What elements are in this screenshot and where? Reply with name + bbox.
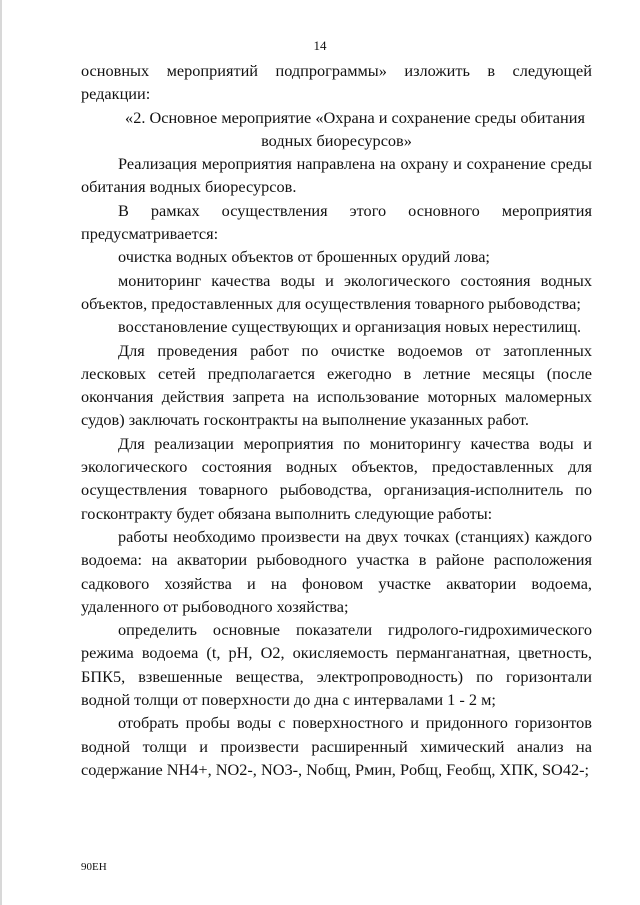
- paragraph: мониторинг качества воды и экологического состояния водных объектов, предоставленных для осуществления товарного рыбоводства;: [81, 270, 592, 313]
- paragraph: очистка водных объектов от брошенных орудий лова;: [118, 247, 490, 267]
- paragraph: Для проведения работ по очистке водоемов от затопленных лесковых сетей предполагается ежегодно в летние месяцы (после окончания действия запрета на использование моторных маломерных судов) заключать госконтракты на выполнение указанных работ.: [81, 340, 592, 430]
- paragraph: восстановление существующих и организация новых нерестилищ.: [118, 317, 582, 337]
- paragraph: В рамках осуществления этого основного мероприятия предусматривается:: [81, 200, 592, 244]
- paragraph: Для реализации мероприятия по мониторингу качества воды и экологического состояния водных объектов, предоставленных для осуществления товарного рыбоводства, организация-исполнитель по госконтракту будет обязана выполнить следующие работы:: [81, 433, 592, 523]
- section-title: «2. Основное мероприятие «Охрана и сохранение среды обитания водных биоресурсов»: [125, 107, 585, 150]
- scan-edge: [0, 0, 2, 905]
- paragraph: отобрать пробы воды с поверхностного и придонного горизонтов водной толщи и произвести расширенный химический анализ на содержание NH4+, NO2-, NO3-, Nобщ, Pмин, Pобщ, Fеобщ, ХПК, SO42-;: [81, 713, 592, 779]
- paragraph: Реализация мероприятия направлена на охрану и сохранение среды обитания водных биоресурсов.: [81, 154, 592, 197]
- paragraph: определить основные показатели гидролого-гидрохимического режима водоема (t, pH, O2, окисляемость перманганатная, цветность, БПК5, взвешенные вещества, электропроводность) по горизонтали водной толщи от поверхности до дна с интервалами 1 - 2 м;: [81, 620, 592, 710]
- paragraph: работы необходимо произвести на двух точках (станциях) каждого водоема: на акватории рыбоводного участка в районе расположения садкового хозяйства и на фоновом участке акватории водоема, удаленного от рыбоводного хозяйства;: [81, 526, 592, 616]
- document-body: [81, 59, 592, 781]
- footer-code: 90EH: [81, 861, 107, 873]
- paragraph: основных мероприятий подпрограммы» изложить в следующей редакции:: [81, 61, 592, 104]
- page-number: 14: [313, 38, 327, 53]
